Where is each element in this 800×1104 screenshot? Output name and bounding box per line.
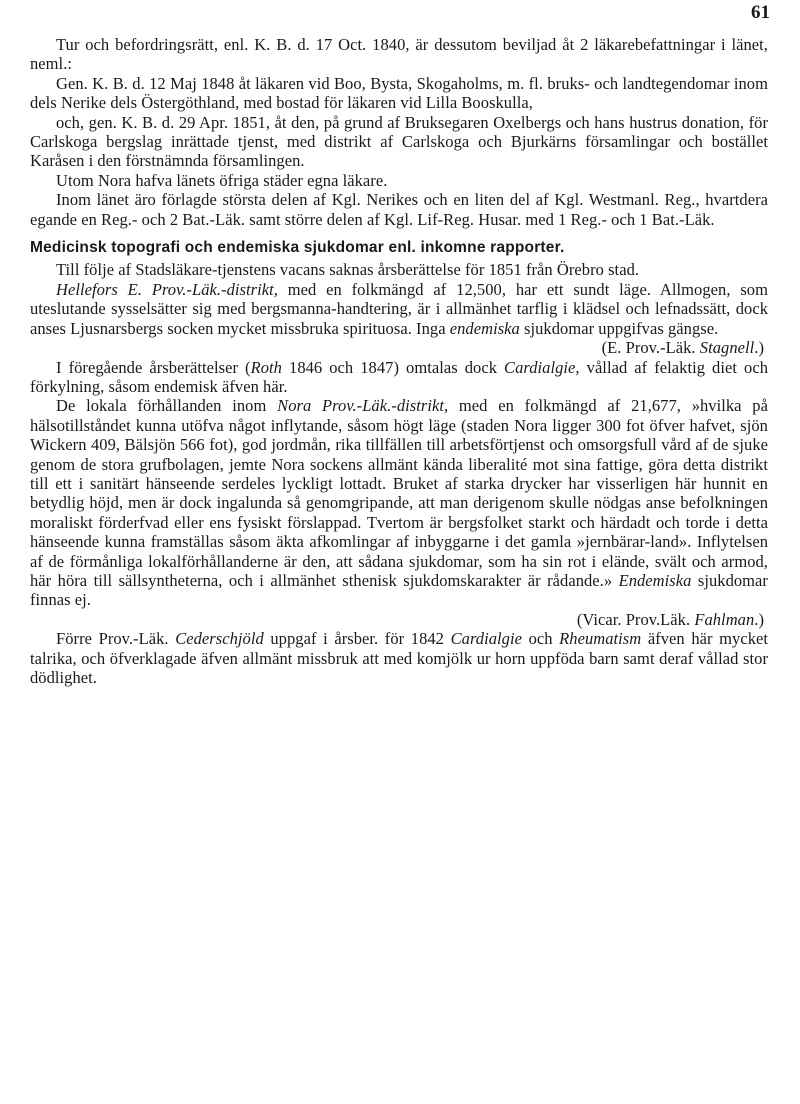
signature-stagnell-prefix: (E. Prov.-Läk. xyxy=(601,338,700,358)
paragraph-hellefors xyxy=(30,280,768,338)
paragraph-boo-bysta: Gen. K. B. d. 12 Maj 1848 åt läkaren vid Boo, Bysta, Skogaholms, m. fl. bruks- och landtegendomar inom dels Nerike dels Östergöthland, med bostad för läkaren vid Lilla Booskulla, xyxy=(30,73,768,113)
paragraph-nora-distrikt xyxy=(30,396,768,609)
paragraph-tur-och-befordringsratt: Tur och befordringsrätt, enl. K. B. d. 17 Oct. 1840, är dessutom beviljad åt 2 läkarebefattningar i länet, neml.: xyxy=(30,35,768,74)
paragraph-orebro: Till följe af Stadsläkare-tjenstens vacans saknas årsberättelse för 1851 från Örebro stad. xyxy=(56,260,640,280)
cardialgie-text-c: vållad af felaktig diet och förkylning, såsom endemisk äfven här. xyxy=(30,357,768,396)
signature-fahlman-prefix: (Vicar. Prov.Läk. xyxy=(576,609,695,629)
paragraph-regementen: Inom länet äro förlagde största delen af Kgl. Nerikes och en liten del af Kgl. Westmanl. Reg., hvartdera egande en Reg.- och 2 Bat.-Läk. samt större delen af Kgl. Lif-Reg. Husar. med 1 Reg.- och 1 Bat.-Läk. xyxy=(30,190,768,229)
hellefors-text-b: sjukdomar uppgifvas gängse. xyxy=(519,318,719,338)
cardialgie-text-b: 1846 och 1847) omtalas dock xyxy=(281,357,505,377)
page-body xyxy=(30,35,768,687)
page-number: 61 xyxy=(751,2,770,23)
nora-endemiska: Endemiska xyxy=(618,570,692,590)
paragraph-cardialgie xyxy=(30,358,768,397)
nora-district-name: Nora Prov.-Läk.-distrikt, xyxy=(277,396,449,416)
paragraph-carlskoga: och, gen. K. B. d. 29 Apr. 1851, åt den, på grund af Bruksegaren Oxelbergs och hans hustrus donation, för Carlskoga bergslag inrättade tjenst, med distrikt af Carlskoga och Bjurkärns församlingar och bostället Karåsen i den förstnämnda församlingen. xyxy=(30,112,768,171)
ceder-name: Cederschjöld xyxy=(175,629,264,649)
paragraph-nora-lakare: Utom Nora hafva länets öfriga städer egna läkare. xyxy=(56,170,388,190)
nora-text-b: med en folkmängd af 21,677, »hvilka på hälsotillståndet kunna utöfva något inflytande, såsom högt läge (staden Nora ligger 300 fot öfver hafvet, sjön Wickern 409, Bälsjön 566 fot), god jordmån, rika tillfällen till arbetsförtjenst och omsorgsfull vård af de sjuke genom de stora grufbolagen, jemte Nora sockens allmänt kända liberalité mot sina fattige, göra detta distrikt till ett i sanitärt hänseende serdeles lyckligt lottadt. Bruket af starka drycker har visserligen här hunnit en betydlig höjd, men är dock ingalunda så genomgripande, att man derigenom skulle nödgas anse befolkningen moraliskt förderfvad eller ens fysiskt förslappad. Tvertom är bergsfolket starkt och härdadt och torde i detta hänseende kunna framställas såsom äkta afkomlingar af inbyggarne i det gamla »jernbärar-land». Inflytelsen af de förmånliga lokalförhållanderne är den, att sådana sjukdomar, som ha sin rot i elände, svält och armod, här höra till sällsyntheterna, och i allmänhet sthenisk sjukdomskarakter är rådande.» xyxy=(30,396,768,590)
ceder-text-d: äfven här mycket talrika, och öfverklagade äfven allmänt missbruk att med komjölk ur horn uppföda barn samt deraf vållad stor dödlighet. xyxy=(30,629,769,687)
cardialgie-text-a: I föregående årsberättelser ( xyxy=(56,357,251,377)
ceder-text-b: uppgaf i årsber. för 1842 xyxy=(263,629,451,649)
hellefors-text-a: med en folkmängd af 12,500, har ett sundt läge. Allmogen, som uteslutande sysselsätter sig med bergsmanna-handtering, är i allmänhet tarflig i klädsel och lefnadssätt, dock anses Ljusnarsbergs socken mycket missbruka spirituosa. Inga xyxy=(30,279,768,338)
ceder-text-c: och xyxy=(521,629,560,649)
signature-fahlman-name: Fahlman xyxy=(694,609,755,629)
paragraph-cederschjold xyxy=(30,629,768,687)
signature-fahlman-suffix: .) xyxy=(754,609,764,629)
signature-stagnell-name: Stagnell xyxy=(699,338,755,358)
section-heading: Medicinsk topografi och endemiska sjukdomar enl. inkomne rapporter. xyxy=(30,239,565,257)
ceder-rheumatism: Rheumatism xyxy=(559,629,642,649)
cardialgie-term: Cardialgie, xyxy=(504,357,580,377)
hellefors-endemiska: endemiska xyxy=(449,318,520,338)
ceder-cardialgie: Cardialgie xyxy=(450,629,522,649)
cardialgie-roth: Roth xyxy=(250,357,282,377)
ceder-text-a: Förre Prov.-Läk. xyxy=(56,629,176,649)
hellefors-district-name: Hellefors E. Prov.-Läk.-distrikt, xyxy=(56,279,278,299)
signature-fahlman xyxy=(30,610,768,629)
signature-stagnell xyxy=(30,338,768,357)
nora-text-c: sjukdomar finnas ej. xyxy=(30,570,768,610)
nora-text-a: De lokala förhållanden inom xyxy=(56,396,278,416)
signature-stagnell-suffix: .) xyxy=(754,338,764,358)
